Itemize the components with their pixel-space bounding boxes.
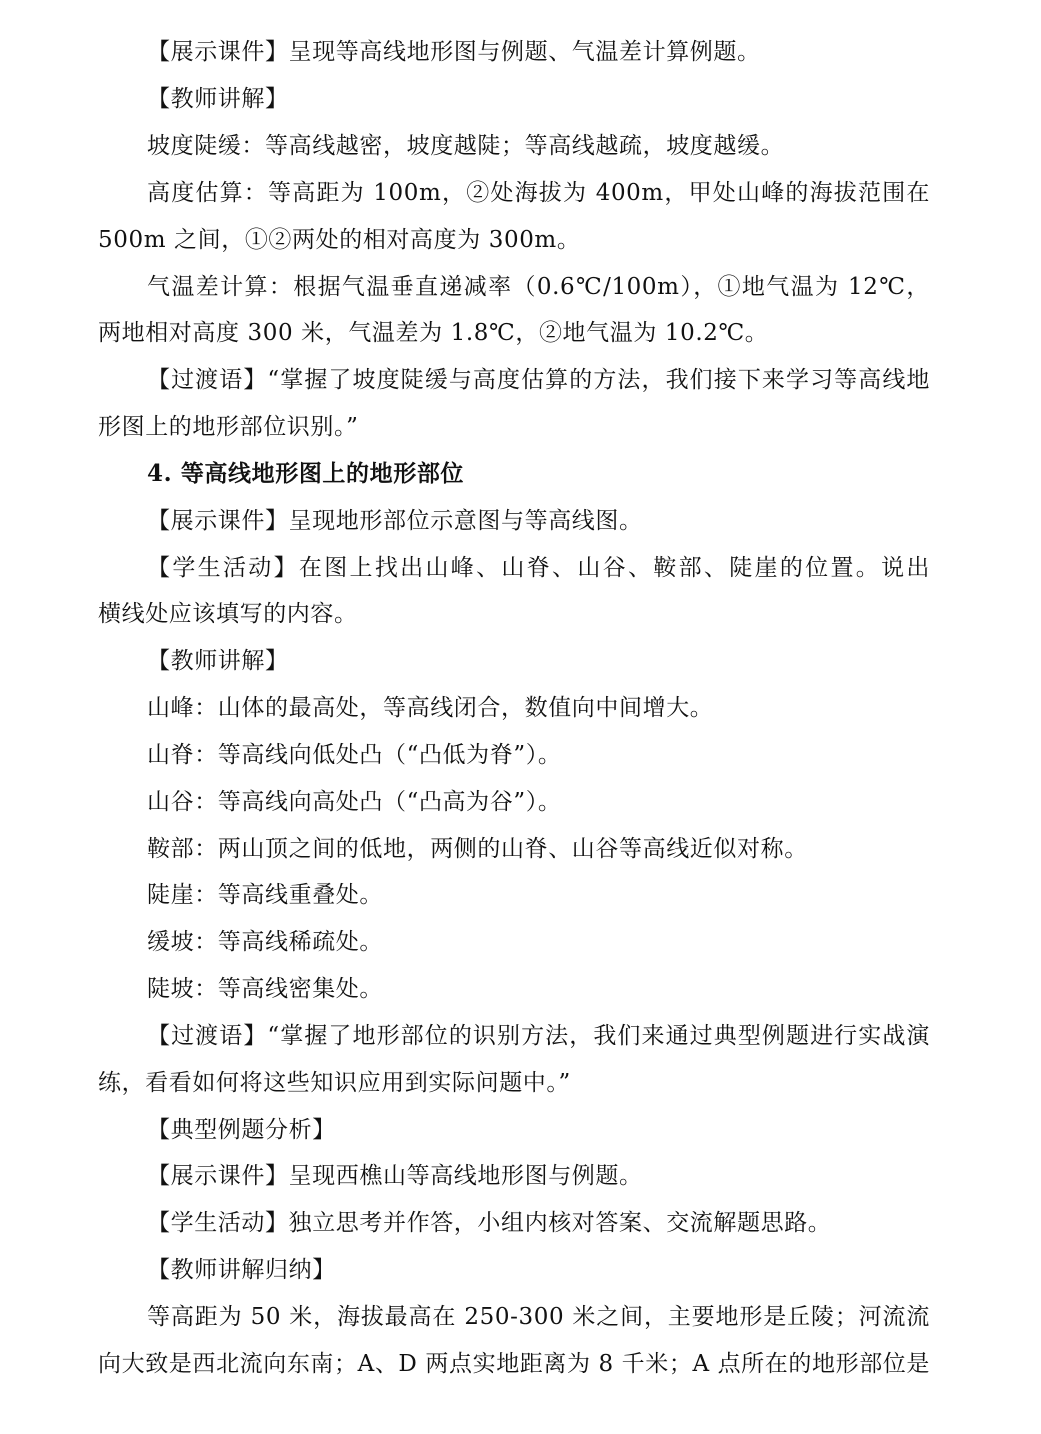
paragraph-teacher-explain-2: 【教师讲解】 <box>147 648 289 674</box>
paragraph-transition-1-line1: 【过渡语】“掌握了坡度陡缓与高度估算的方法，我们接下来学习等高线地 <box>147 367 930 393</box>
paragraph-transition-1-line2: 形图上的地形部位识别。” <box>98 414 359 440</box>
paragraph-gentle-slope: 缓坡：等高线稀疏处。 <box>147 929 383 955</box>
paragraph-teacher-summary: 【教师讲解归纳】 <box>147 1257 336 1283</box>
paragraph-slope: 坡度陡缓：等高线越密，坡度越陡；等高线越疏，坡度越缓。 <box>147 133 785 159</box>
paragraph-summary-line1: 等高距为 50 米，海拔最高在 250-300 米之间，主要地形是丘陵；河流流 <box>147 1304 930 1330</box>
paragraph-courseware-1: 【展示课件】呈现等高线地形图与例题、气温差计算例题。 <box>147 39 761 65</box>
paragraph-temperature-line2: 两地相对高度 300 米，气温差为 1.8℃，②地气温为 10.2℃。 <box>98 320 769 346</box>
paragraph-ridge: 山脊：等高线向低处凸（“凸低为脊”）。 <box>147 742 562 768</box>
paragraph-student-activity-1-line2: 横线处应该填写的内容。 <box>98 601 358 627</box>
paragraph-cliff: 陡崖：等高线重叠处。 <box>147 882 383 908</box>
paragraph-height-estimate-line1: 高度估算：等高距为 100m，②处海拔为 400m，甲处山峰的海拔范围在 <box>147 180 930 206</box>
paragraph-transition-2-line1: 【过渡语】“掌握了地形部位的识别方法，我们来通过典型例题进行实战演 <box>147 1023 930 1049</box>
paragraph-courseware-3: 【展示课件】呈现西樵山等高线地形图与例题。 <box>147 1163 643 1189</box>
paragraph-courseware-2: 【展示课件】呈现地形部位示意图与等高线图。 <box>147 508 643 534</box>
paragraph-steep-slope: 陡坡：等高线密集处。 <box>147 976 383 1002</box>
paragraph-summary-line2: 向大致是西北流向东南；A、D 两点实地距离为 8 千米；A 点所在的地形部位是 <box>98 1351 930 1377</box>
paragraph-student-activity-2: 【学生活动】独立思考并作答，小组内核对答案、交流解题思路。 <box>147 1210 832 1236</box>
paragraph-temperature-line1: 气温差计算：根据气温垂直递减率（0.6℃/100m），①地气温为 12℃， <box>147 274 930 300</box>
paragraph-saddle: 鞍部：两山顶之间的低地，两侧的山脊、山谷等高线近似对称。 <box>147 836 808 862</box>
paragraph-valley: 山谷：等高线向高处凸（“凸高为谷”）。 <box>147 789 562 815</box>
paragraph-student-activity-1-line1: 【学生活动】在图上找出山峰、山脊、山谷、鞍部、陡崖的位置。说出 <box>147 555 930 581</box>
paragraph-transition-2-line2: 练，看看如何将这些知识应用到实际问题中。” <box>98 1070 571 1096</box>
paragraph-teacher-explain-1: 【教师讲解】 <box>147 86 289 112</box>
paragraph-example-analysis: 【典型例题分析】 <box>147 1117 336 1143</box>
section-heading-landforms: 4. 等高线地形图上的地形部位 <box>147 460 465 487</box>
paragraph-height-estimate-line2: 500m 之间，①②两处的相对高度为 300m。 <box>98 227 581 253</box>
paragraph-peak: 山峰：山体的最高处，等高线闭合，数值向中间增大。 <box>147 695 714 721</box>
